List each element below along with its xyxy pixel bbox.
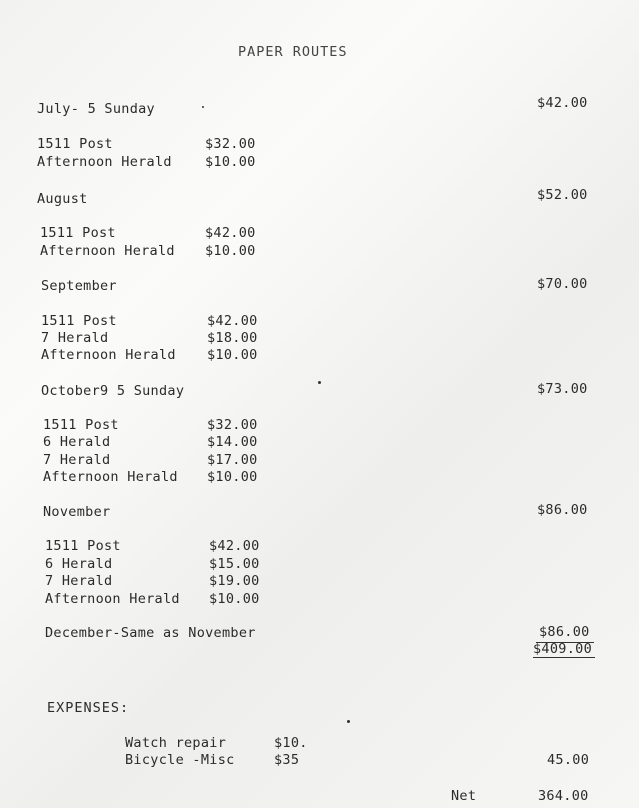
month-label-november: November [43, 504, 111, 520]
expense-name: Watch repair [125, 735, 227, 751]
expenses-total: 45.00 [547, 752, 590, 768]
item-name: 1511 Post [45, 538, 121, 554]
item-name: Afternoon Herald [43, 469, 178, 485]
expense-amount: $35 [274, 752, 300, 768]
page-title: PAPER ROUTES [238, 44, 348, 60]
month-total-october: $73.00 [537, 381, 588, 397]
item-amount: $10.00 [205, 243, 256, 259]
item-amount: $42.00 [205, 225, 256, 241]
item-amount: $10.00 [207, 347, 258, 363]
month-label-october: October9 5 Sunday [41, 383, 185, 399]
month-total-september: $70.00 [537, 276, 588, 292]
item-amount: $19.00 [209, 573, 260, 589]
month-total-november: $86.00 [537, 502, 588, 518]
item-amount: $42.00 [207, 313, 258, 329]
month-label-july: July- 5 Sunday [37, 101, 155, 117]
item-name: 7 Herald [45, 573, 113, 589]
month-label-september: September [41, 278, 117, 294]
month-total-december: $86.00 [539, 624, 590, 640]
net-value: 364.00 [538, 788, 589, 804]
expenses-heading: EXPENSES: [47, 700, 130, 716]
item-name: 7 Herald [43, 452, 111, 468]
item-amount: $10.00 [209, 591, 260, 607]
month-total-august: $52.00 [537, 187, 588, 203]
item-name: Afternoon Herald [37, 154, 172, 170]
month-total-july: $42.00 [537, 95, 588, 111]
item-name: Afternoon Herald [41, 347, 176, 363]
net-label: Net [451, 788, 477, 804]
item-name: Afternoon Herald [40, 243, 175, 259]
grand-total-underline [533, 657, 595, 658]
item-name: Afternoon Herald [45, 591, 180, 607]
month-label-december: December-Same as November [45, 625, 256, 641]
item-amount: $32.00 [205, 136, 256, 152]
expense-amount: $10. [274, 735, 308, 751]
ink-speck [318, 381, 321, 384]
item-amount: $15.00 [209, 556, 260, 572]
item-amount: $32.00 [207, 417, 258, 433]
item-amount: $10.00 [207, 469, 258, 485]
item-name: 1511 Post [37, 136, 113, 152]
item-name: 1511 Post [43, 417, 119, 433]
item-name: 6 Herald [43, 434, 111, 450]
item-amount: $10.00 [205, 154, 256, 170]
month-label-august: August [37, 191, 88, 207]
grand-total: $409.00 [533, 641, 592, 657]
item-name: 7 Herald [41, 330, 109, 346]
ink-speck [202, 106, 204, 108]
item-name: 6 Herald [45, 556, 113, 572]
ink-speck [347, 720, 350, 723]
item-amount: $17.00 [207, 452, 258, 468]
item-amount: $18.00 [207, 330, 258, 346]
item-amount: $14.00 [207, 434, 258, 450]
item-name: 1511 Post [40, 225, 116, 241]
item-name: 1511 Post [41, 313, 117, 329]
expense-name: Bicycle -Misc [125, 752, 235, 768]
item-amount: $42.00 [209, 538, 260, 554]
